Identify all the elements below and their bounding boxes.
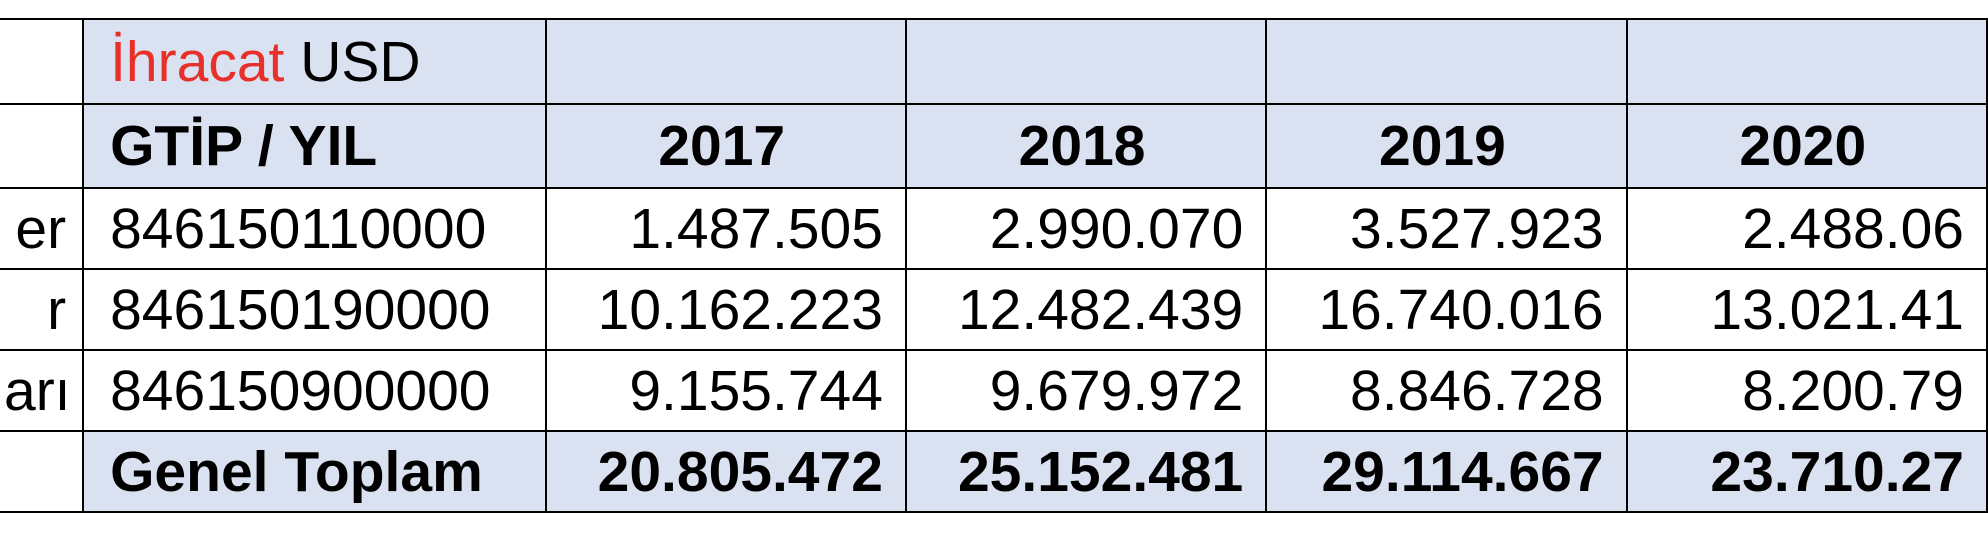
value-cell: 8.846.728 xyxy=(1266,350,1626,431)
title-export-word: İhracat xyxy=(110,29,285,94)
table-title xyxy=(83,19,545,104)
title-currency: USD xyxy=(300,29,421,94)
value-cell: 2.488.06 xyxy=(1627,188,1987,269)
export-table-container xyxy=(0,18,1964,513)
empty-header-cell xyxy=(906,19,1266,104)
year-header: 2018 xyxy=(906,104,1266,188)
table-row xyxy=(0,269,1987,350)
value-cell: 13.021.41 xyxy=(1627,269,1987,350)
value-cell: 9.679.972 xyxy=(906,350,1266,431)
total-value-cell: 23.710.27 xyxy=(1627,431,1987,512)
row-label-fragment: r xyxy=(0,269,83,350)
value-cell: 12.482.439 xyxy=(906,269,1266,350)
value-cell: 8.200.79 xyxy=(1627,350,1987,431)
gtip-code: 846150900000 xyxy=(83,350,545,431)
year-header: 2020 xyxy=(1627,104,1987,188)
export-table xyxy=(0,18,1988,513)
table-row xyxy=(0,188,1987,269)
value-cell: 2.990.070 xyxy=(906,188,1266,269)
title-row xyxy=(0,19,1987,104)
empty-header-cell xyxy=(1266,19,1626,104)
value-cell: 1.487.505 xyxy=(546,188,906,269)
gtip-code: 846150190000 xyxy=(83,269,545,350)
total-row xyxy=(0,431,1987,512)
empty-header-cell xyxy=(1627,19,1987,104)
row-label-cell xyxy=(0,104,83,188)
empty-header-cell xyxy=(546,19,906,104)
row-label-cell xyxy=(0,19,83,104)
year-header: 2019 xyxy=(1266,104,1626,188)
row-label-fragment: arı xyxy=(0,350,83,431)
row-label-fragment: er xyxy=(0,188,83,269)
row-label-cell xyxy=(0,431,83,512)
year-header: 2017 xyxy=(546,104,906,188)
total-value-cell: 20.805.472 xyxy=(546,431,906,512)
table-row xyxy=(0,350,1987,431)
total-value-cell: 29.114.667 xyxy=(1266,431,1626,512)
value-cell: 9.155.744 xyxy=(546,350,906,431)
value-cell: 3.527.923 xyxy=(1266,188,1626,269)
header-label: GTİP / YIL xyxy=(83,104,545,188)
total-value-cell: 25.152.481 xyxy=(906,431,1266,512)
total-label: Genel Toplam xyxy=(83,431,545,512)
header-row xyxy=(0,104,1987,188)
value-cell: 10.162.223 xyxy=(546,269,906,350)
value-cell: 16.740.016 xyxy=(1266,269,1626,350)
gtip-code: 846150110000 xyxy=(83,188,545,269)
